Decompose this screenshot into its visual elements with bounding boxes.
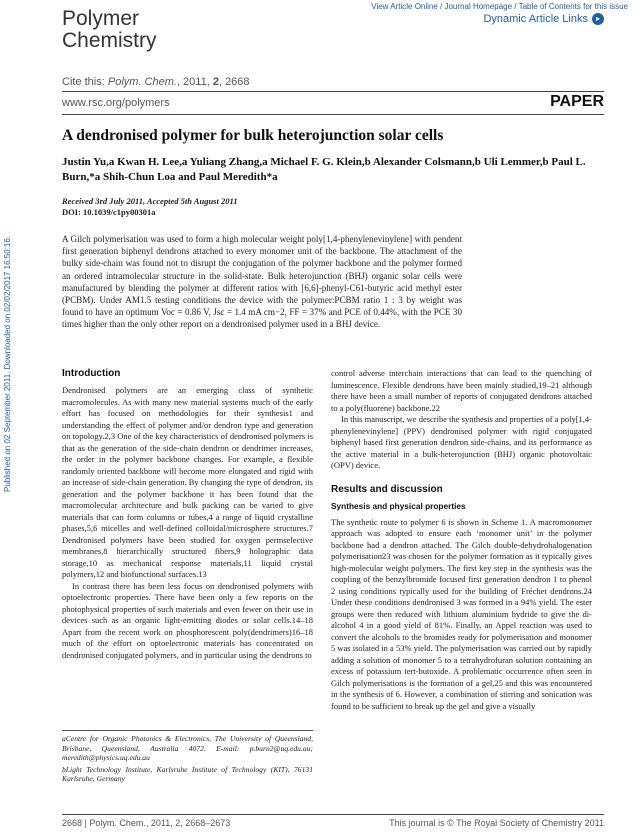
published-note: Published on 02 September 2011. Downloaded on 02/02/2017 16:50:16.: [3, 235, 12, 492]
cite-year: , 2011,: [176, 76, 213, 88]
footer-copyright: This journal is © The Royal Society of Chemistry 2011: [389, 818, 604, 828]
right-paragraph-1: control adverse interchain interactions that can lead to the quenching of luminescence. Flexible dendrons have been mainly studied,19–21 although there have been a small number of reports of conjugated dendrons attached to a poly(fluorene) backbone.22: [331, 368, 592, 413]
article-title: A dendronised polymer for bulk heterojunction solar cells: [62, 127, 444, 144]
arrow-right-icon[interactable]: ▸: [592, 13, 604, 25]
synthesis-heading: Synthesis and physical properties: [331, 500, 466, 511]
published-sidebar: [3, 227, 15, 492]
right-paragraph-2: In this manuscript, we describe the synthesis and properties of a poly[1,4-phenylenevinylene] (PPV) dendronised polymer with rigid conjugated biphenyl based first generation dendron side-chains, and its performance as the active material in a bulk-heterojunction (BHJ) organic photovoltaic (OPV) device.: [331, 414, 592, 470]
affiliation-footnotes: [62, 730, 313, 786]
cite-pages: , 2668: [218, 76, 250, 88]
abstract: A Gilch polymerisation was used to form a high molecular weight poly[1,4-phenylenevinylene] with pendent first generation biphenyl dendrons attached to every monomer unit of the backbone. The attachment of the bulky side-chain was found not to disrupt the conjugation of the polymer backbone and the polymer formed an ordered intramolecular structure in the solid-state. Bulk heterojunction (BHJ) organic solar cells were manufactured by blending the polymer at different ratios with [6,6]-phenyl-C61-butyric acid methyl ester (PCBM). Under AM1.5 testing conditions the device with the polymer:PCBM ratio 1 : 3 by weight was found to have an optimum Voc = 0.86 V, Jsc = 1.4 mA cm−2, FF = 37% and PCE of 0.44%, with the PCE 30 times higher than the only other report on a dendronised polymer used in a BHJ device.: [62, 234, 462, 330]
journal-name-line2: Chemistry: [62, 29, 157, 52]
cite-prefix: Cite this:: [62, 76, 108, 88]
author-list: Justin Yu,a Kwan H. Lee,a Yuliang Zhang,a Michael F. G. Klein,b Alexander Colsmann,b Uli Lemmer,b Paul L. Burn,*a Shih-Chun Loa and Paul Meredith*a: [62, 156, 586, 183]
synthesis-paragraph: The synthetic route to polymer 6 is shown in Scheme 1. A macromonomer approach was adopted to ensure each ‘monomer unit’ in the polymer backbone had a dendron attached. The Gilch double-dehydrohalogenation polymerisation23 was chosen for the polymer formation as it typically gives high-molecular weight polymers. The first key step in the synthesis was the coupling of the benzylbromide focused first generation dendron 1 to phenol 2 using conditions typically used for the building of Fréchet dendrons.24 Under these conditions dendronised 3 was formed in a 94% yield. The ester groups were then reduced with lithium aluminium hydride to give the di-alcohol 4 in a good yield of 81%. Finally, an Appel reaction was used to convert the alcohols to the bromides ready for polymerisation and monomer 5 was isolated in a 53% yield. The polymerisation was carried out by rapidly adding a solution of monomer 5 to a tetrahydrofuran solution containing an excess of potassium tert-butoxide. A problematic occurrence often seen in Gilch polymerisations is the formation of a gel,25 and this was encountered in the synthesis of 6. However, a combination of stirring and sonication was found to be sufficient to break up the gel and give a visually: [331, 516, 592, 711]
journal-url[interactable]: www.rsc.org/polymers: [62, 97, 170, 109]
footnote-a: aCentre for Organic Photonics & Electronics, The University of Queensland, Brisbane, Queensland, Australia 4072. E-mail: p.burn2@uq.edu.au; meredith@physics.uq.edu.au: [62, 734, 313, 763]
dynamic-article-links[interactable]: [483, 13, 604, 25]
body-column-right: [331, 368, 592, 712]
received-dates: Received 3rd July 2011, Accepted 5th August 2011: [62, 196, 238, 206]
intro-paragraph-2: In contrast there has been less focus on dendronised polymers with optoelectronic properties. There have been only a few reports on the photophysical properties of such materials and even fewer on their use in devices such as an organic light-emitting diodes or solar cells.14–18 Apart from the recent work on phosphorescent poly(dendrimers)16–18 much of the effort on optoelectronic materials has concentrated on dendronised conjugated polymers, and in particular using the dendrons to: [62, 580, 313, 660]
paper-type-label: PAPER: [550, 93, 604, 110]
doi[interactable]: DOI: 10.1039/c1py00301a: [62, 207, 156, 217]
citation-line: [62, 76, 250, 88]
footer-divider: [62, 814, 604, 815]
header-divider-bottom: [62, 114, 604, 115]
dynamic-article-links-label[interactable]: Dynamic Article Links: [483, 13, 588, 25]
cite-volume: 2: [212, 76, 219, 88]
top-links[interactable]: View Article Online / Journal Homepage / Table of Contents for this issue: [371, 2, 628, 11]
intro-paragraph-1: Dendronised polymers are an emerging class of synthetic macromolecules. As with many new material systems much of the early effort has focused on methodologies for their synthesis1 and understanding the effect of polymer and/or dendron type and generation on topology.2,3 One of the key characteristics of dendronised polymers is that as the generation of the side-chain dendron or dendrimer increases, the order in the polymer backbone changes. For example, a flexible randomly oriented backbone will become more elongated and rigid with an increase of side-chain generation. By changing the type of dendron, its generation and the polymer backbone it has been found that the macromolecular architecture and bulk packing can be varied to give materials that can form columns or tubes,4 a range of liquid crystalline phases,5,6 micelles and well-defined colloidal/microsphere structures.7 Dendronised polymers have been studied for oxygen permselective membranes,8 hierarchically structured fibers,9 holographic data storage,10 as mechanical response materials,11 liquid crystal polymers,12 and biofunctional surfaces.13: [62, 385, 313, 579]
footer-citation: 2668 | Polym. Chem., 2011, 2, 2668–2673: [62, 818, 231, 828]
header-divider: [62, 91, 604, 92]
results-heading: Results and discussion: [331, 483, 443, 495]
journal-name-line1: Polymer: [62, 7, 140, 30]
introduction-heading: Introduction: [62, 368, 121, 379]
body-column-left: [62, 368, 313, 661]
cite-journal: Polym. Chem.: [107, 76, 177, 88]
footnote-b: bLight Technology Institute, Karlsruhe Institute of Technology (KIT), 76131 Karlsruhe, Germany: [62, 764, 313, 784]
journal-name: [62, 8, 157, 52]
